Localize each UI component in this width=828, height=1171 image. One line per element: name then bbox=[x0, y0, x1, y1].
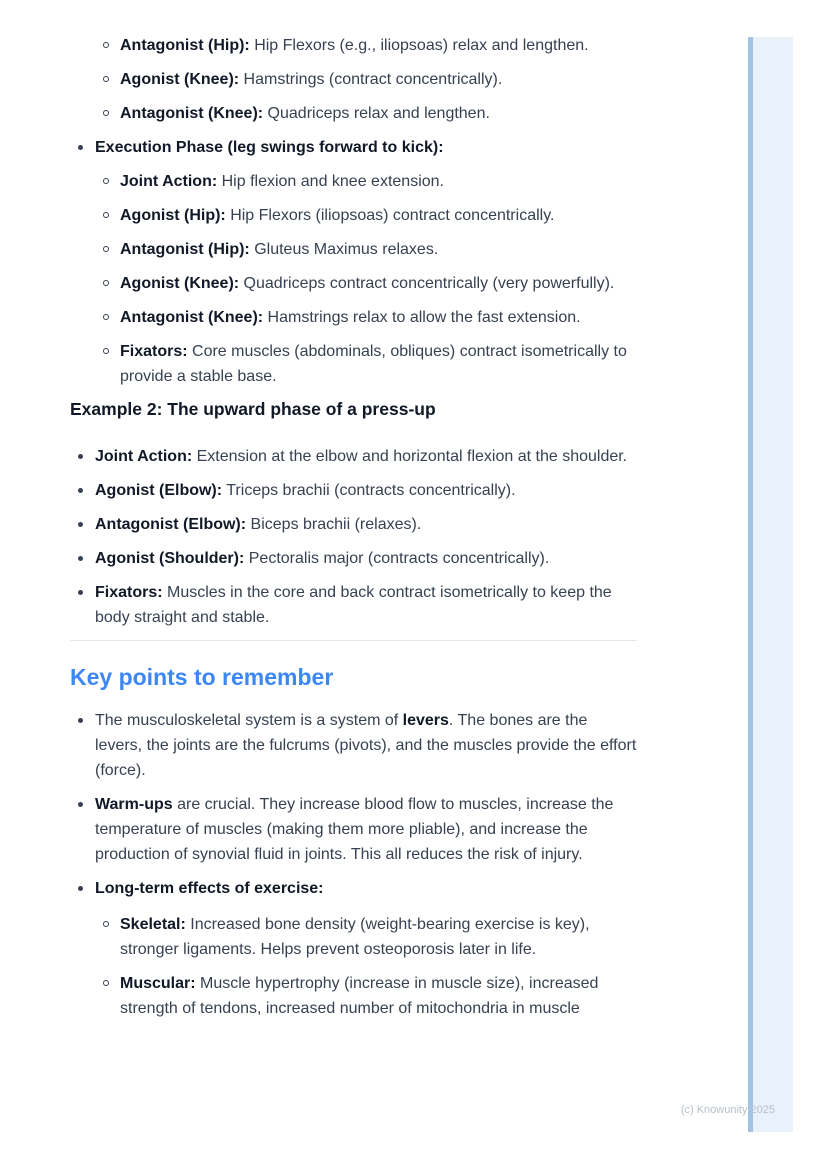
text-segment: . The bones are the levers, the joints are the fulcrums (pivots), and the muscles provide the effort (force). bbox=[95, 712, 637, 779]
circle-bullet-icon bbox=[103, 212, 109, 218]
text-segment: Muscle hypertrophy (increase in muscle size), increased strength of tendons, increased number of mitochondria in muscle bbox=[120, 975, 599, 1017]
disc-bullet-icon bbox=[78, 556, 83, 561]
list-item bbox=[95, 237, 637, 262]
circle-bullet-icon bbox=[103, 42, 109, 48]
circle-bullet-icon bbox=[103, 348, 109, 354]
section-heading: Example 2: The upward phase of a press-up bbox=[70, 399, 436, 419]
disc-bullet-icon bbox=[78, 522, 83, 527]
circle-bullet-icon bbox=[103, 314, 109, 320]
text-segment: Execution Phase (leg swings forward to kick): bbox=[95, 139, 444, 156]
list-item bbox=[95, 203, 637, 228]
list-item bbox=[95, 101, 637, 126]
bullet-list bbox=[95, 33, 637, 126]
list-item bbox=[70, 512, 637, 537]
page-section-title: Key points to remember bbox=[70, 664, 334, 690]
text-segment: Joint Action: bbox=[95, 448, 193, 465]
text-segment: Fixators: bbox=[95, 584, 163, 601]
text-segment: Warm-ups bbox=[95, 796, 173, 813]
bullet-list bbox=[70, 444, 637, 630]
circle-bullet-icon bbox=[103, 178, 109, 184]
list-item bbox=[70, 478, 637, 503]
text-segment: Hamstrings (contract concentrically). bbox=[239, 71, 503, 88]
list-item bbox=[95, 271, 637, 296]
knowunity-watermark: (c) Knowunity 2025 bbox=[680, 1104, 775, 1116]
text-segment: Hamstrings relax to allow the fast extension. bbox=[263, 309, 581, 326]
list-item bbox=[70, 876, 637, 1021]
disc-bullet-icon bbox=[78, 145, 83, 150]
document-content bbox=[70, 33, 637, 1030]
text-segment: are crucial. They increase blood flow to muscles, increase the temperature of muscles (making them more pliable), and increase the production of synovial fluid in joints. This all reduces the risk of injury. bbox=[95, 796, 614, 863]
text-segment: Biceps brachii (relaxes). bbox=[246, 516, 422, 533]
disc-bullet-icon bbox=[78, 802, 83, 807]
text-segment: Increased bone density (weight-bearing exercise is key), stronger ligaments. Helps prevent osteoporosis later in life. bbox=[120, 916, 590, 958]
circle-bullet-icon bbox=[103, 980, 109, 986]
circle-bullet-icon bbox=[103, 246, 109, 252]
circle-bullet-icon bbox=[103, 921, 109, 927]
bullet-list bbox=[95, 169, 637, 389]
text-segment: levers bbox=[402, 712, 449, 729]
text-segment: Agonist (Shoulder): bbox=[95, 550, 245, 567]
section-divider bbox=[70, 640, 637, 641]
bullet-list bbox=[95, 912, 637, 1021]
list-item bbox=[95, 971, 637, 1021]
text-segment: Agonist (Knee): bbox=[120, 71, 240, 88]
list-item bbox=[95, 305, 637, 330]
text-segment: Fixators: bbox=[120, 343, 188, 360]
text-segment: Hip Flexors (iliopsoas) contract concentrically. bbox=[225, 207, 555, 224]
text-segment: Triceps brachii (contracts concentrically). bbox=[222, 482, 516, 499]
text-segment: Extension at the elbow and horizontal flexion at the shoulder. bbox=[192, 448, 628, 465]
disc-bullet-icon bbox=[78, 718, 83, 723]
text-segment: Long-term effects of exercise: bbox=[95, 880, 324, 897]
text-segment: Agonist (Hip): bbox=[120, 207, 226, 224]
disc-bullet-icon bbox=[78, 454, 83, 459]
text-segment: Skeletal: bbox=[120, 916, 186, 933]
list-item bbox=[70, 708, 637, 783]
list-item bbox=[70, 444, 637, 469]
text-segment: Agonist (Knee): bbox=[120, 275, 240, 292]
circle-bullet-icon bbox=[103, 110, 109, 116]
text-segment: Antagonist (Hip): bbox=[120, 37, 250, 54]
text-segment: Quadriceps contract concentrically (very powerfully). bbox=[239, 275, 615, 292]
disc-bullet-icon bbox=[78, 590, 83, 595]
text-segment: Core muscles (abdominals, obliques) contract isometrically to provide a stable base. bbox=[120, 343, 627, 385]
right-edge-panel bbox=[748, 37, 793, 1132]
list-item bbox=[95, 169, 637, 194]
disc-bullet-icon bbox=[78, 886, 83, 891]
text-segment: Muscles in the core and back contract isometrically to keep the body straight and stable. bbox=[95, 584, 612, 626]
disc-bullet-icon bbox=[78, 488, 83, 493]
list-item bbox=[70, 546, 637, 571]
list-item bbox=[95, 67, 637, 92]
text-segment: Antagonist (Hip): bbox=[120, 241, 250, 258]
text-segment: The musculoskeletal system is a system of bbox=[95, 712, 403, 729]
list-item bbox=[95, 33, 637, 58]
circle-bullet-icon bbox=[103, 280, 109, 286]
list-item bbox=[70, 580, 637, 630]
text-segment: Gluteus Maximus relaxes. bbox=[249, 241, 439, 258]
text-segment: Quadriceps relax and lengthen. bbox=[263, 105, 490, 122]
bullet-list bbox=[70, 135, 637, 160]
list-item bbox=[70, 135, 637, 160]
circle-bullet-icon bbox=[103, 76, 109, 82]
list-item bbox=[95, 912, 637, 962]
text-segment: Agonist (Elbow): bbox=[95, 482, 223, 499]
text-segment: Joint Action: bbox=[120, 173, 218, 190]
bullet-list bbox=[70, 708, 637, 1021]
text-segment: Antagonist (Knee): bbox=[120, 309, 264, 326]
list-item bbox=[70, 792, 637, 867]
text-segment: Hip Flexors (e.g., iliopsoas) relax and lengthen. bbox=[249, 37, 589, 54]
text-segment: Antagonist (Knee): bbox=[120, 105, 264, 122]
text-segment: Muscular: bbox=[120, 975, 196, 992]
text-segment: Hip flexion and knee extension. bbox=[217, 173, 444, 190]
text-segment: Antagonist (Elbow): bbox=[95, 516, 247, 533]
list-item bbox=[95, 339, 637, 389]
text-segment: Pectoralis major (contracts concentrically). bbox=[244, 550, 550, 567]
